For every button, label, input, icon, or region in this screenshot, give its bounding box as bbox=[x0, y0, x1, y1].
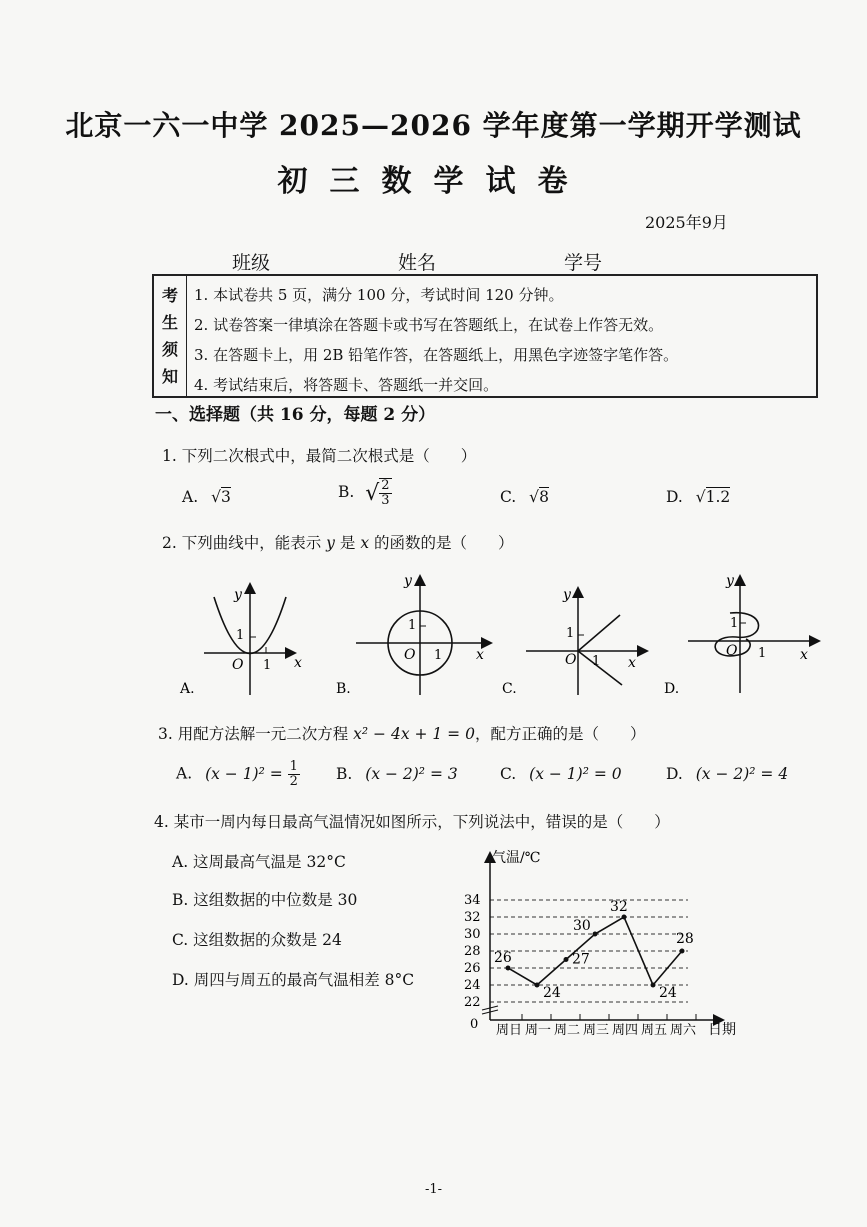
fraction-denominator: 2 bbox=[289, 774, 298, 789]
q4-option-d[interactable]: D. 周四与周五的最高气温相差 8°C bbox=[172, 971, 415, 989]
axis-x-label: x bbox=[476, 647, 484, 663]
option-label: C. bbox=[500, 488, 517, 506]
option-label: D. bbox=[664, 681, 680, 697]
x-tick-label: 周日 bbox=[496, 1023, 523, 1038]
radicand: 3 bbox=[220, 488, 231, 506]
data-point bbox=[680, 949, 685, 954]
q3-d-expr: (x − 2)² = 4 bbox=[695, 765, 789, 783]
page-number: -1- bbox=[424, 1182, 443, 1197]
y-tick-label: 22 bbox=[464, 995, 481, 1010]
option-label: A. bbox=[176, 764, 193, 783]
x-tick-label: 周四 bbox=[612, 1023, 639, 1038]
tick-label: 1 bbox=[263, 658, 272, 673]
option-label: C. bbox=[500, 765, 517, 783]
q3-option-d[interactable] bbox=[666, 765, 788, 783]
graph-c-rays[interactable] bbox=[502, 587, 646, 697]
tick-label: 1 bbox=[236, 628, 245, 643]
fraction-numerator: 1 bbox=[289, 759, 298, 774]
axis-x-label: x bbox=[294, 655, 302, 671]
x-tick-label: 周一 bbox=[525, 1023, 552, 1038]
notice-item: 3. 在答题卡上，用 2B 铅笔作答，在答题纸上，用黑色字迹签字笔作答。 bbox=[194, 346, 679, 364]
q3-a-expr: (x − 1)² = bbox=[205, 764, 283, 783]
y-tick-label: 30 bbox=[464, 927, 481, 942]
notice-label-char: 须 bbox=[161, 340, 178, 359]
data-label: 27 bbox=[572, 951, 590, 968]
q4-option-c[interactable]: C. 这组数据的众数是 24 bbox=[172, 931, 342, 949]
var-y: y bbox=[326, 534, 335, 552]
chart-x-label: 日期 bbox=[708, 1022, 736, 1038]
axis-y-label: y bbox=[726, 573, 734, 589]
id-label: 学号 bbox=[564, 252, 603, 274]
q3-c-expr: (x − 1)² = 0 bbox=[529, 765, 622, 783]
axis-x-label: x bbox=[628, 655, 636, 671]
data-point bbox=[506, 966, 511, 971]
option-label: D. bbox=[666, 765, 683, 783]
chart-y-label: 气温/℃ bbox=[492, 850, 541, 866]
x-tick-label: 周六 bbox=[670, 1023, 697, 1038]
graph-d-curve[interactable] bbox=[664, 573, 818, 697]
class-field[interactable] bbox=[270, 256, 394, 275]
data-point bbox=[651, 983, 656, 988]
data-label: 30 bbox=[573, 918, 591, 934]
data-label: 24 bbox=[543, 985, 561, 1001]
chart-origin: 0 bbox=[470, 1017, 479, 1032]
q3-b-expr: (x − 2)² = 3 bbox=[365, 765, 458, 783]
notice-item: 4. 考试结束后，将答题卡、答题纸一并交回。 bbox=[194, 376, 499, 394]
option-label: D. bbox=[666, 488, 683, 506]
q3-option-c[interactable] bbox=[500, 765, 622, 783]
section-title: 一、选择题（共 16 分，每题 2 分） bbox=[155, 405, 436, 425]
q1-stem: 1. 下列二次根式中，最简二次根式是（ ） bbox=[162, 447, 477, 465]
notice-item: 2. 试卷答案一律填涂在答题卡或书写在答题纸上，在试卷上作答无效。 bbox=[194, 316, 664, 334]
option-label: B. bbox=[336, 681, 351, 697]
notice-item: 1. 本试卷共 5 页，满分 100 分，考试时间 120 分钟。 bbox=[194, 286, 564, 304]
data-point bbox=[622, 915, 627, 920]
option-label: B. bbox=[336, 765, 353, 783]
y-tick-label: 28 bbox=[464, 944, 481, 959]
data-label: 24 bbox=[659, 985, 677, 1001]
exam-title: 北京一六一中学 2025—2026 学年度第一学期开学测试 bbox=[65, 109, 802, 142]
q2-stem-text: 的函数的是（ ） bbox=[374, 534, 514, 552]
tick-label: 1 bbox=[730, 616, 739, 631]
y-tick-label: 26 bbox=[464, 961, 481, 976]
q3-equation: x² − 4x + 1 = 0 bbox=[353, 725, 475, 743]
q3-stem bbox=[158, 722, 645, 744]
tick-label: 1 bbox=[566, 626, 575, 641]
q2-stem bbox=[162, 531, 514, 553]
axis-y-label: y bbox=[404, 573, 412, 589]
graph-a-parabola[interactable] bbox=[179, 585, 302, 697]
q1-option-a[interactable]: A. √3 bbox=[182, 488, 231, 506]
q2-stem-text: 2. 下列曲线中，能表示 bbox=[162, 534, 322, 552]
q1-option-c[interactable]: C. √8 bbox=[500, 488, 549, 506]
q1-option-b[interactable]: B. √ $\frac{2}{3}$ bbox=[338, 478, 390, 508]
data-label: 32 bbox=[610, 899, 628, 915]
option-label: B. bbox=[338, 483, 355, 501]
origin-label: O bbox=[232, 657, 244, 673]
y-tick-label: 32 bbox=[464, 910, 481, 925]
radicand: 1.2 bbox=[705, 488, 731, 506]
axis-y-label: y bbox=[234, 587, 242, 603]
q3-stem-text: 3. 用配方法解一元二次方程 bbox=[158, 725, 349, 743]
q3-option-b[interactable] bbox=[336, 765, 458, 783]
notice-label bbox=[154, 276, 187, 396]
data-point bbox=[593, 932, 598, 937]
q4-stem: 4. 某市一周内每日最高气温情况如图所示，下列说法中，错误的是（ ） bbox=[154, 813, 670, 831]
graph-b-circle[interactable] bbox=[336, 573, 490, 697]
tick-label: 1 bbox=[592, 654, 601, 669]
q1-option-d[interactable]: D. √1.2 bbox=[666, 488, 731, 506]
q2-stem-text: 是 bbox=[339, 534, 356, 552]
y-tick-label: 34 bbox=[464, 893, 481, 908]
fraction-numerator: 2 bbox=[381, 478, 390, 493]
x-tick-label: 周五 bbox=[641, 1023, 668, 1038]
q2-graphs bbox=[170, 565, 830, 705]
id-field[interactable] bbox=[602, 256, 736, 275]
tick-label: 1 bbox=[408, 618, 417, 633]
notice-label-char: 知 bbox=[161, 367, 178, 386]
exam-date: 2025年9月 bbox=[645, 213, 728, 232]
class-label: 班级 bbox=[232, 252, 271, 274]
student-info bbox=[232, 248, 740, 275]
name-field[interactable] bbox=[436, 256, 560, 275]
data-label: 26 bbox=[494, 950, 512, 966]
chart-series bbox=[494, 899, 694, 1001]
origin-label: O bbox=[404, 647, 416, 663]
x-tick-label: 周三 bbox=[583, 1023, 610, 1038]
notice-label-char: 生 bbox=[161, 313, 178, 332]
origin-label: O bbox=[726, 643, 738, 659]
notice-box bbox=[152, 274, 818, 398]
data-point bbox=[535, 983, 540, 988]
tick-label: 1 bbox=[758, 646, 767, 661]
axis-y-label: y bbox=[563, 587, 571, 603]
q4-option-a[interactable]: A. 这周最高气温是 32°C bbox=[172, 853, 346, 871]
q3-option-a[interactable] bbox=[176, 760, 300, 789]
data-point bbox=[564, 957, 569, 962]
var-x: x bbox=[360, 534, 370, 552]
fraction-denominator: 3 bbox=[381, 493, 390, 508]
axis-x-label: x bbox=[800, 647, 808, 663]
option-label: A. bbox=[180, 681, 195, 697]
exam-subtitle: 初三数学试卷 bbox=[277, 164, 590, 199]
data-label: 28 bbox=[676, 931, 694, 947]
temperature-chart bbox=[460, 844, 760, 1044]
option-label: C. bbox=[502, 681, 517, 697]
y-tick-label: 24 bbox=[464, 978, 481, 993]
option-label: A. bbox=[182, 488, 199, 506]
origin-label: O bbox=[565, 652, 577, 668]
notice-label-char: 考 bbox=[161, 286, 178, 305]
radicand: 8 bbox=[539, 488, 549, 506]
tick-label: 1 bbox=[434, 648, 443, 663]
x-tick-label: 周二 bbox=[554, 1023, 581, 1038]
q3-stem-text: ，配方正确的是（ ） bbox=[474, 725, 646, 743]
name-label: 姓名 bbox=[398, 252, 437, 274]
q4-option-b[interactable]: B. 这组数据的中位数是 30 bbox=[172, 891, 358, 909]
